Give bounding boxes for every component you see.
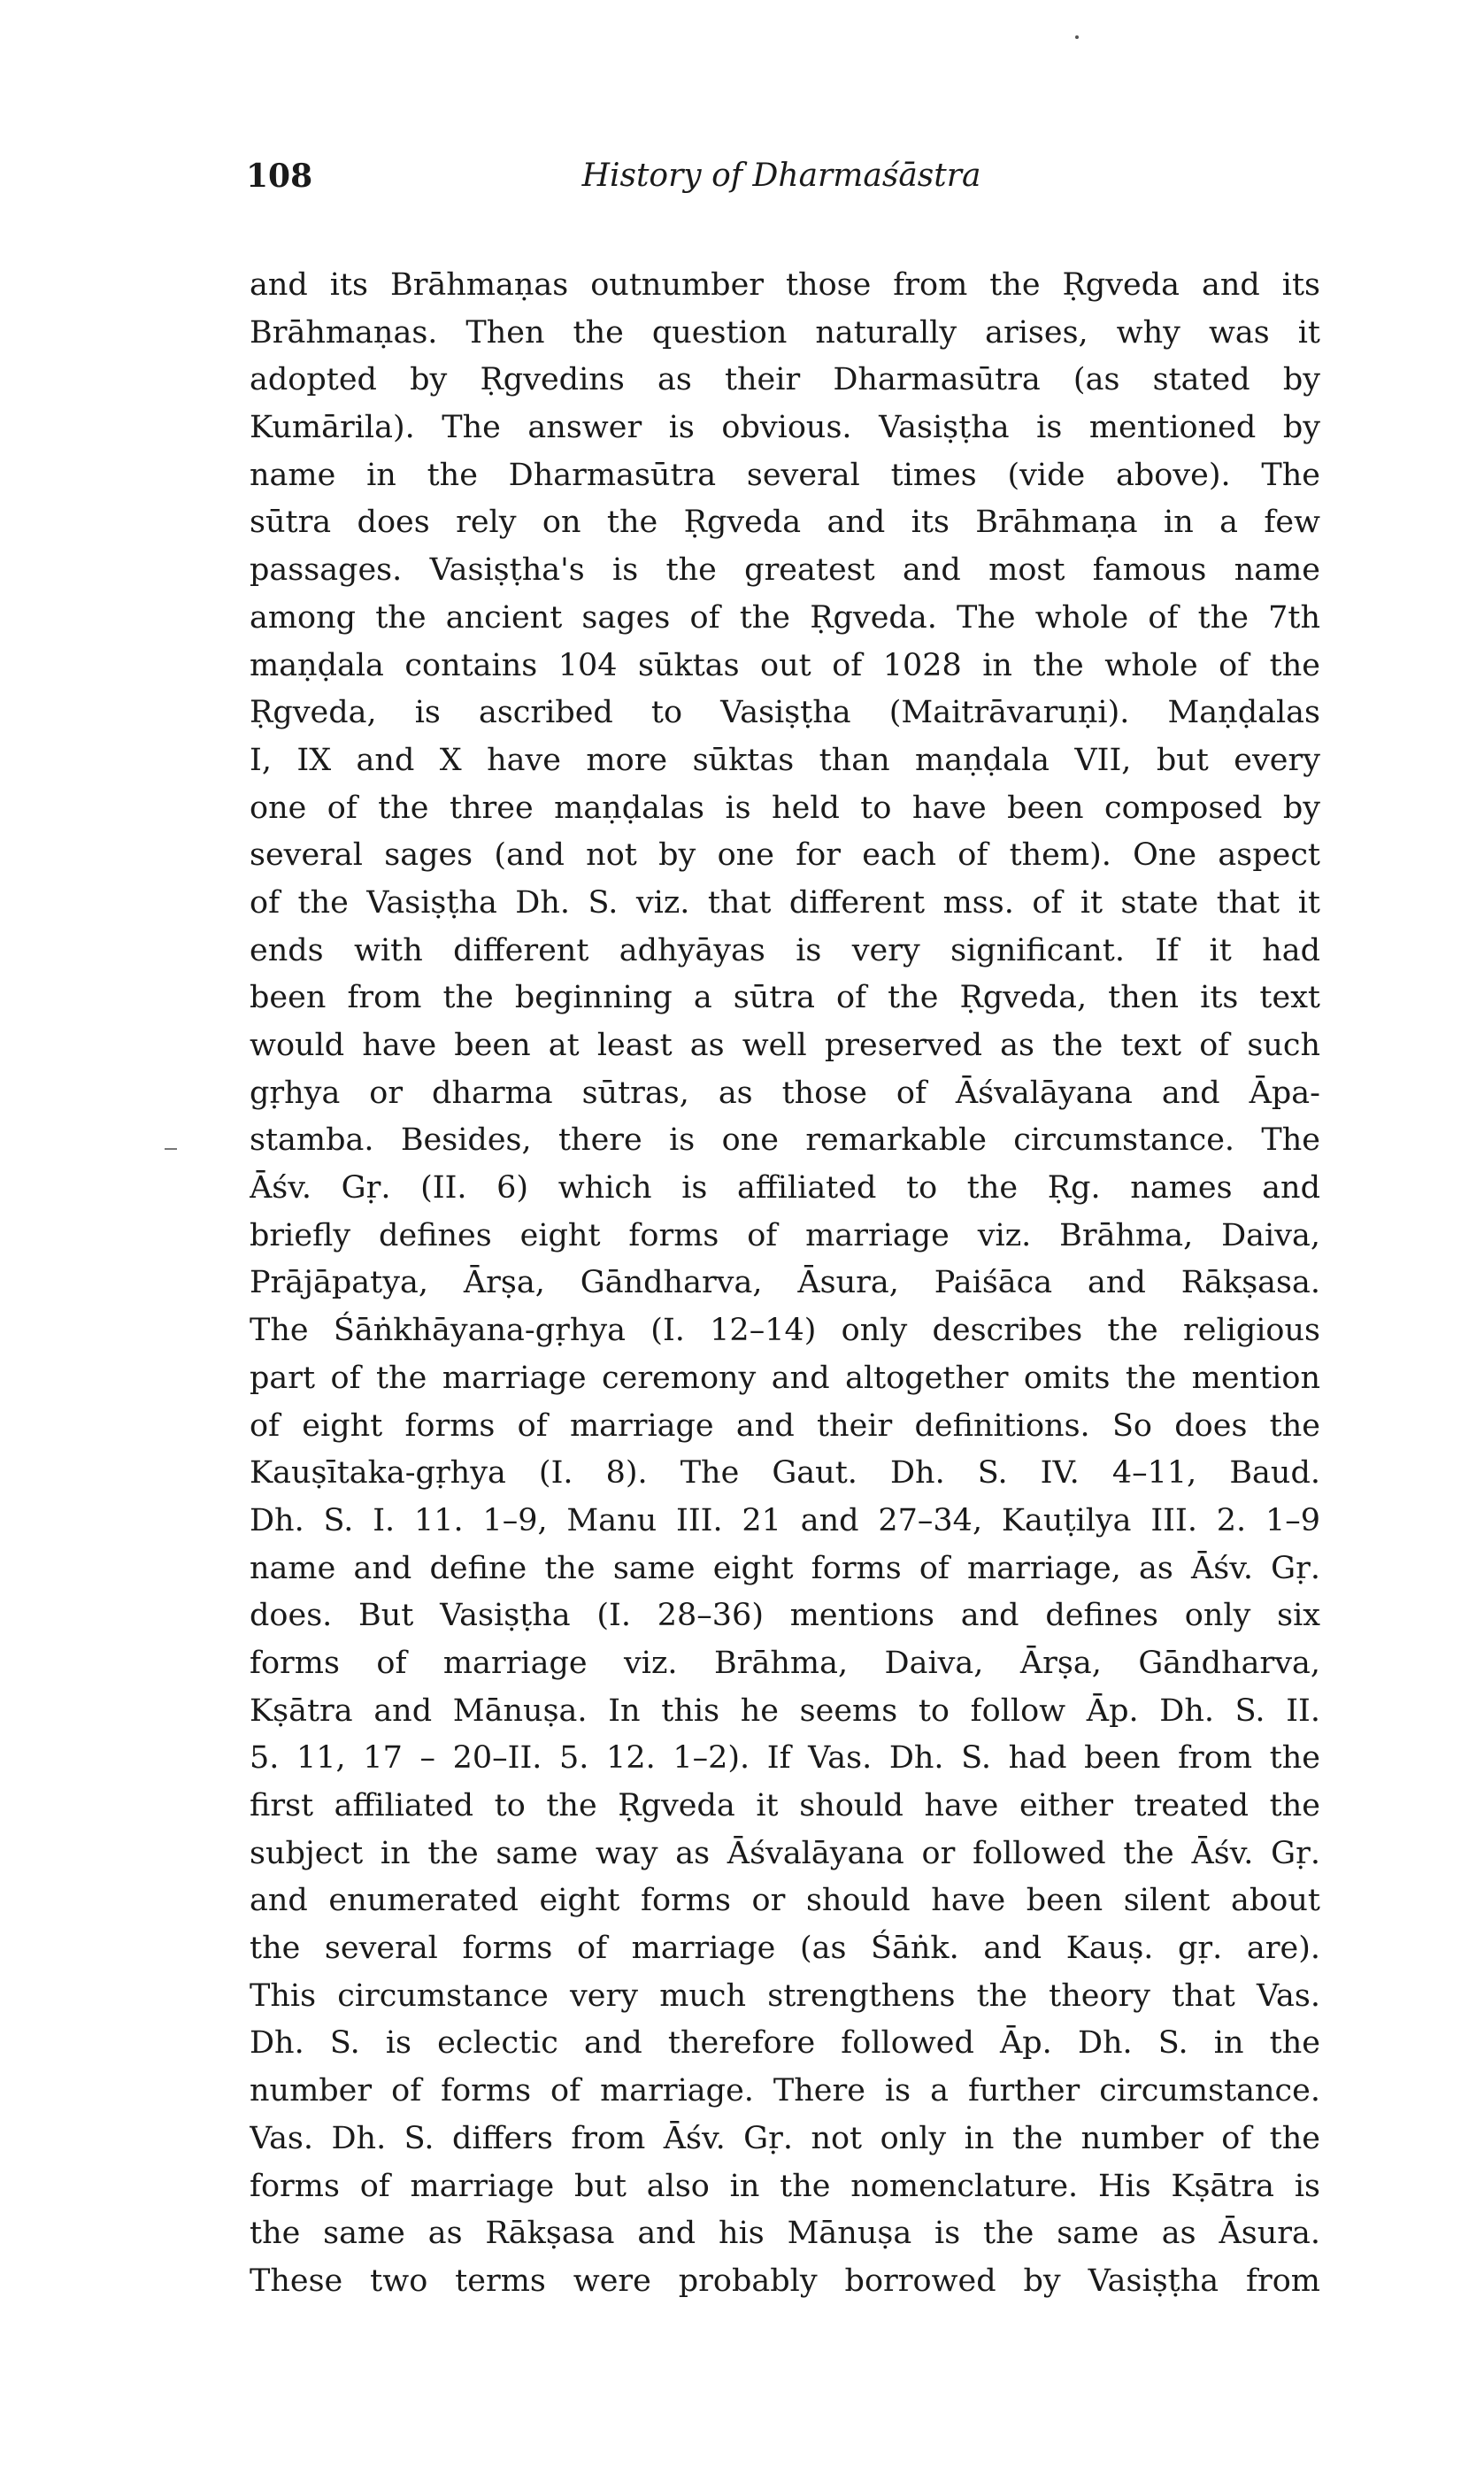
text-line: Dh. S. is eclectic and therefore followed Āp. Dh. S. in the <box>250 2025 1320 2062</box>
text-line: forms of marriage but also in the nomenclature. His Kṣātra is <box>250 2168 1320 2204</box>
text-line: Vas. Dh. S. differs from Āśv. Gṛ. not only in the number of the <box>250 2120 1320 2156</box>
text-line: stamba. Besides, there is one remarkable circumstance. The <box>250 1122 1320 1159</box>
scan-speck <box>1075 35 1079 39</box>
text-line: adopted by Ṛgvedins as their Dharmasūtra (as stated by <box>250 362 1320 398</box>
text-line: The Śāṅkhāyana-gṛhya (I. 12–14) only describes the religious <box>250 1313 1320 1349</box>
text-line: passages. Vasiṣṭha's is the greatest and most famous name <box>250 552 1320 589</box>
text-line: would have been at least as well preserved as the text of such <box>250 1028 1320 1063</box>
text-line: Brāhmaṇas. Then the question naturally arises, why was it <box>250 314 1320 351</box>
text-line: first affiliated to the Ṛgveda it should have either treated the <box>250 1788 1320 1823</box>
text-line: These two terms were probably borrowed by Vasiṣṭha from <box>250 2263 1320 2299</box>
text-line: Kauṣītaka-gṛhya (I. 8). The Gaut. Dh. S. IV. 4–11, Baud. <box>250 1455 1320 1492</box>
text-line: 5. 11, 17 – 20–II. 5. 12. 1–2). If Vas. Dh. S. had been from the <box>250 1740 1320 1777</box>
text-line: the same as Rākṣasa and his Mānuṣa is the same as Āsura. <box>250 2216 1320 2252</box>
text-line: sūtra does rely on the Ṛgveda and its Brāhmaṇa in a few <box>250 505 1320 541</box>
text-line: maṇḍala contains 104 sūktas out of 1028 in the whole of the <box>250 647 1320 683</box>
text-line: name in the Dharmasūtra several times (vide above). The <box>250 457 1320 493</box>
text-line: subject in the same way as Āśvalāyana or followed the Āśv. Gṛ. <box>250 1835 1320 1871</box>
running-head: History of Dharmaśāstra <box>581 158 981 194</box>
text-line: Āśv. Gṛ. (II. 6) which is affiliated to the Ṛg. names and <box>250 1170 1320 1207</box>
text-line: Dh. S. I. 11. 1–9, Manu III. 21 and 27–34, Kauṭilya III. 2. 1–9 <box>250 1502 1320 1538</box>
text-line: Kumārila). The answer is obvious. Vasiṣṭha is mentioned by <box>250 410 1320 446</box>
text-line: I, IX and X have more sūktas than maṇḍala VII, but every <box>250 742 1320 778</box>
body-text <box>250 262 1320 2306</box>
text-line: Prājāpatya, Ārṣa, Gāndharva, Āsura, Paiśāca and Rākṣasa. <box>250 1265 1320 1301</box>
text-line: and its Brāhmaṇas outnumber those from the Ṛgveda and its <box>250 267 1320 303</box>
text-line: been from the beginning a sūtra of the Ṛgveda, then its text <box>250 980 1320 1016</box>
text-line: forms of marriage viz. Brāhma, Daiva, Ārṣa, Gāndharva, <box>250 1645 1320 1681</box>
page-header <box>246 158 1317 211</box>
text-line: number of forms of marriage. There is a further circumstance. <box>250 2073 1320 2109</box>
text-line: gṛhya or dharma sūtras, as those of Āśvalāyana and Āpa- <box>250 1075 1320 1111</box>
margin-mark <box>165 1148 177 1150</box>
page-number: 108 <box>246 158 313 195</box>
text-line: Ṛgveda, is ascribed to Vasiṣṭha (Maitrāvaruṇi). Maṇḍalas <box>250 695 1320 731</box>
text-line: part of the marriage ceremony and altogether omits the mention <box>250 1360 1320 1396</box>
text-line: of eight forms of marriage and their definitions. So does the <box>250 1407 1320 1444</box>
text-line: among the ancient sages of the Ṛgveda. The whole of the 7th <box>250 599 1320 636</box>
text-line: name and define the same eight forms of marriage, as Āśv. Gṛ. <box>250 1550 1320 1586</box>
text-line: does. But Vasiṣṭha (I. 28–36) mentions and defines only six <box>250 1598 1320 1634</box>
text-line: several sages (and not by one for each of them). One aspect <box>250 837 1320 874</box>
text-line: the several forms of marriage (as Śāṅk. and Kauṣ. gṛ. are). <box>250 1931 1320 1967</box>
text-line: briefly defines eight forms of marriage viz. Brāhma, Daiva, <box>250 1217 1320 1253</box>
text-line: ends with different adhyāyas is very significant. If it had <box>250 932 1320 968</box>
text-line: of the Vasiṣṭha Dh. S. viz. that different mss. of it state that it <box>250 884 1320 921</box>
text-line: and enumerated eight forms or should have been silent about <box>250 1883 1320 1919</box>
text-line: This circumstance very much strengthens the theory that Vas. <box>250 1977 1320 2014</box>
text-line: Kṣātra and Mānuṣa. In this he seems to follow Āp. Dh. S. II. <box>250 1692 1320 1729</box>
text-line: one of the three maṇḍalas is held to have been composed by <box>250 790 1320 826</box>
